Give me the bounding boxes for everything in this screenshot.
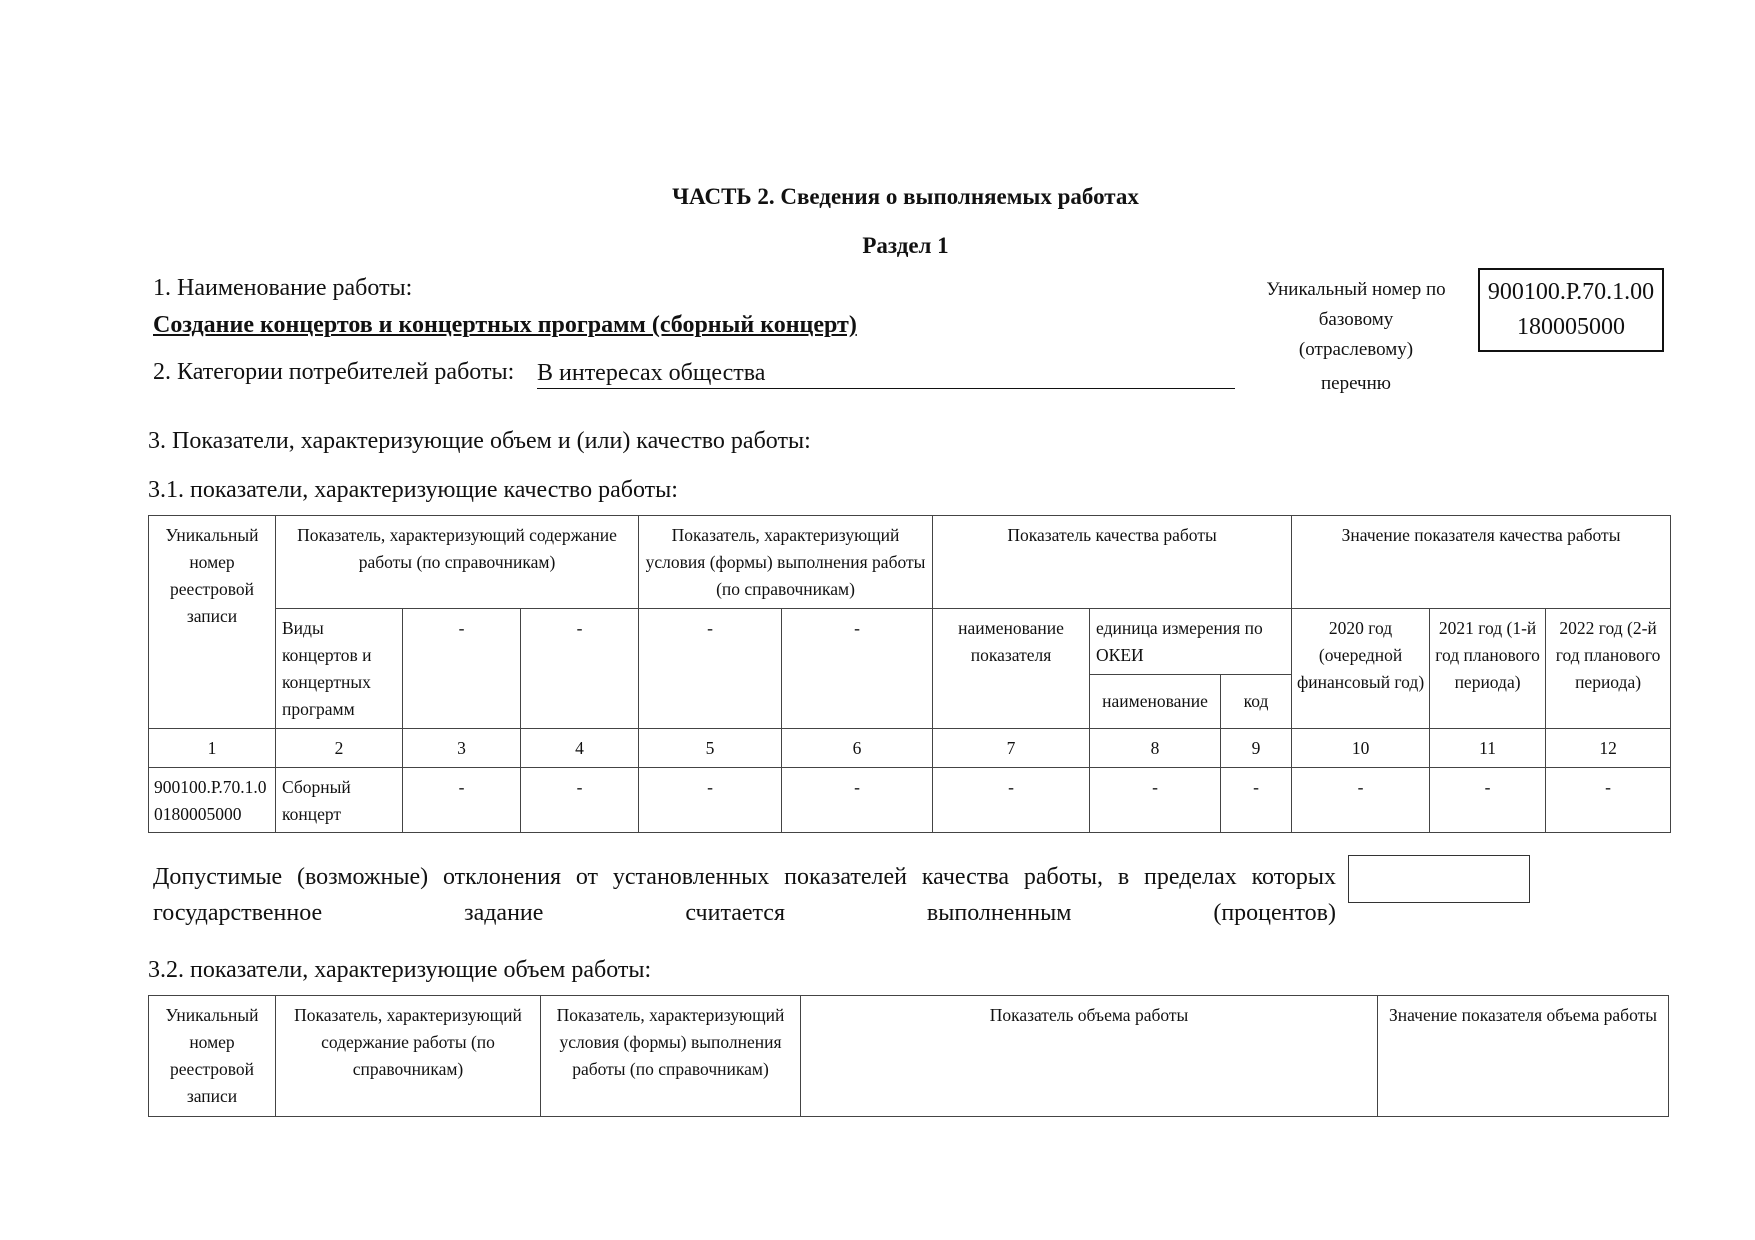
deviation-text: Допустимые (возможные) отклонения от установленных показателей качества работы, в пределах которых государственное задание считается выполненным (процентов) [153,864,1336,926]
cell-registry-number: 900100.Р.70.1.00180005000 [149,768,276,833]
subheader-unit-name: наименование [1090,675,1221,729]
table-cell: - [1090,768,1221,833]
work-name-value: Создание концертов и концертных программ (сборный концерт) [153,312,857,338]
subheader-unit-okei: единица измерения по ОКЕИ [1090,609,1292,675]
consumers-label: 2. Категории потребителей работы: [153,359,515,385]
column-number: 11 [1430,729,1546,768]
column-number: 4 [521,729,639,768]
table-cell: - [521,768,639,833]
header-registry-number: Уникальный номер реестровой записи [149,996,276,1117]
unique-number-label-line: перечню [1321,373,1391,394]
column-number: 12 [1546,729,1671,768]
header-quality-value: Значение показателя качества работы [1292,516,1671,609]
unique-number-label-line: (отраслевому) [1298,339,1414,360]
subheader-year-2021: 2021 год (1-й год планового периода) [1430,609,1546,729]
table-cell: - [403,768,521,833]
header-registry-number: Уникальный номер реестровой записи [149,516,276,729]
header-conditions-indicator: Показатель, характеризующий условия (формы) выполнения работы (по справочникам) [541,996,801,1117]
subheader-dash: - [521,609,639,729]
table-cell: - [1292,768,1430,833]
quality-label: 3.1. показатели, характеризующие качество работы: [148,477,678,503]
volume-label: 3.2. показатели, характеризующие объем работы: [148,957,652,983]
table-cell: - [639,768,782,833]
subheader-unit-code: код [1221,675,1292,729]
table-cell: - [1546,768,1671,833]
table-row [149,768,1671,833]
header-content-indicator: Показатель, характеризующий содержание работы (по справочникам) [276,516,639,609]
indicators-label: 3. Показатели, характеризующие объем и (или) качество работы: [148,428,811,454]
subheader-dash: - [403,609,521,729]
column-number: 1 [149,729,276,768]
unique-number-label-line: Уникальный номер по [1266,279,1446,300]
subheader-year-2020: 2020 год (очередной финансовый год) [1292,609,1430,729]
subheader-indicator-name: наименование показателя [933,609,1090,729]
unique-number-label [1256,275,1456,399]
table-cell: - [1430,768,1546,833]
subheader-dash: - [782,609,933,729]
subheader-dash: - [639,609,782,729]
part-title: ЧАСТЬ 2. Сведения о выполняемых работах [672,184,1139,209]
subheader-kinds: Виды концертов и концертных программ [276,609,403,729]
table-cell: - [1221,768,1292,833]
column-number: 3 [403,729,521,768]
table-cell: - [933,768,1090,833]
table-cell: - [782,768,933,833]
column-number: 6 [782,729,933,768]
consumers-value: В интересах общества [537,359,1235,389]
column-number: 5 [639,729,782,768]
volume-table [148,995,1669,1117]
unique-number-value-line: 180005000 [1517,314,1625,340]
quality-table [148,515,1671,833]
header-content-indicator: Показатель, характеризующий содержание работы (по справочникам) [276,996,541,1117]
column-number: 2 [276,729,403,768]
subheader-year-2022: 2022 год (2-й год планового периода) [1546,609,1671,729]
column-number: 7 [933,729,1090,768]
header-quality-indicator: Показатель качества работы [933,516,1292,609]
header-conditions-indicator: Показатель, характеризующий условия (формы) выполнения работы (по справочникам) [639,516,933,609]
unique-number-value-line: 900100.Р.70.1.00 [1487,279,1655,305]
unique-number-label-line: базовому [1318,309,1394,330]
column-number: 9 [1221,729,1292,768]
unique-number-box [1478,268,1664,352]
header-volume-indicator: Показатель объема работы [801,996,1378,1117]
cell-kind: Сборный концерт [276,768,403,833]
section-title: Раздел 1 [862,233,949,258]
header-volume-value: Значение показателя объема работы [1378,996,1669,1117]
work-name-label: 1. Наименование работы: [153,275,413,301]
column-number: 8 [1090,729,1221,768]
column-number: 10 [1292,729,1430,768]
deviation-percent-field[interactable] [1348,855,1530,903]
